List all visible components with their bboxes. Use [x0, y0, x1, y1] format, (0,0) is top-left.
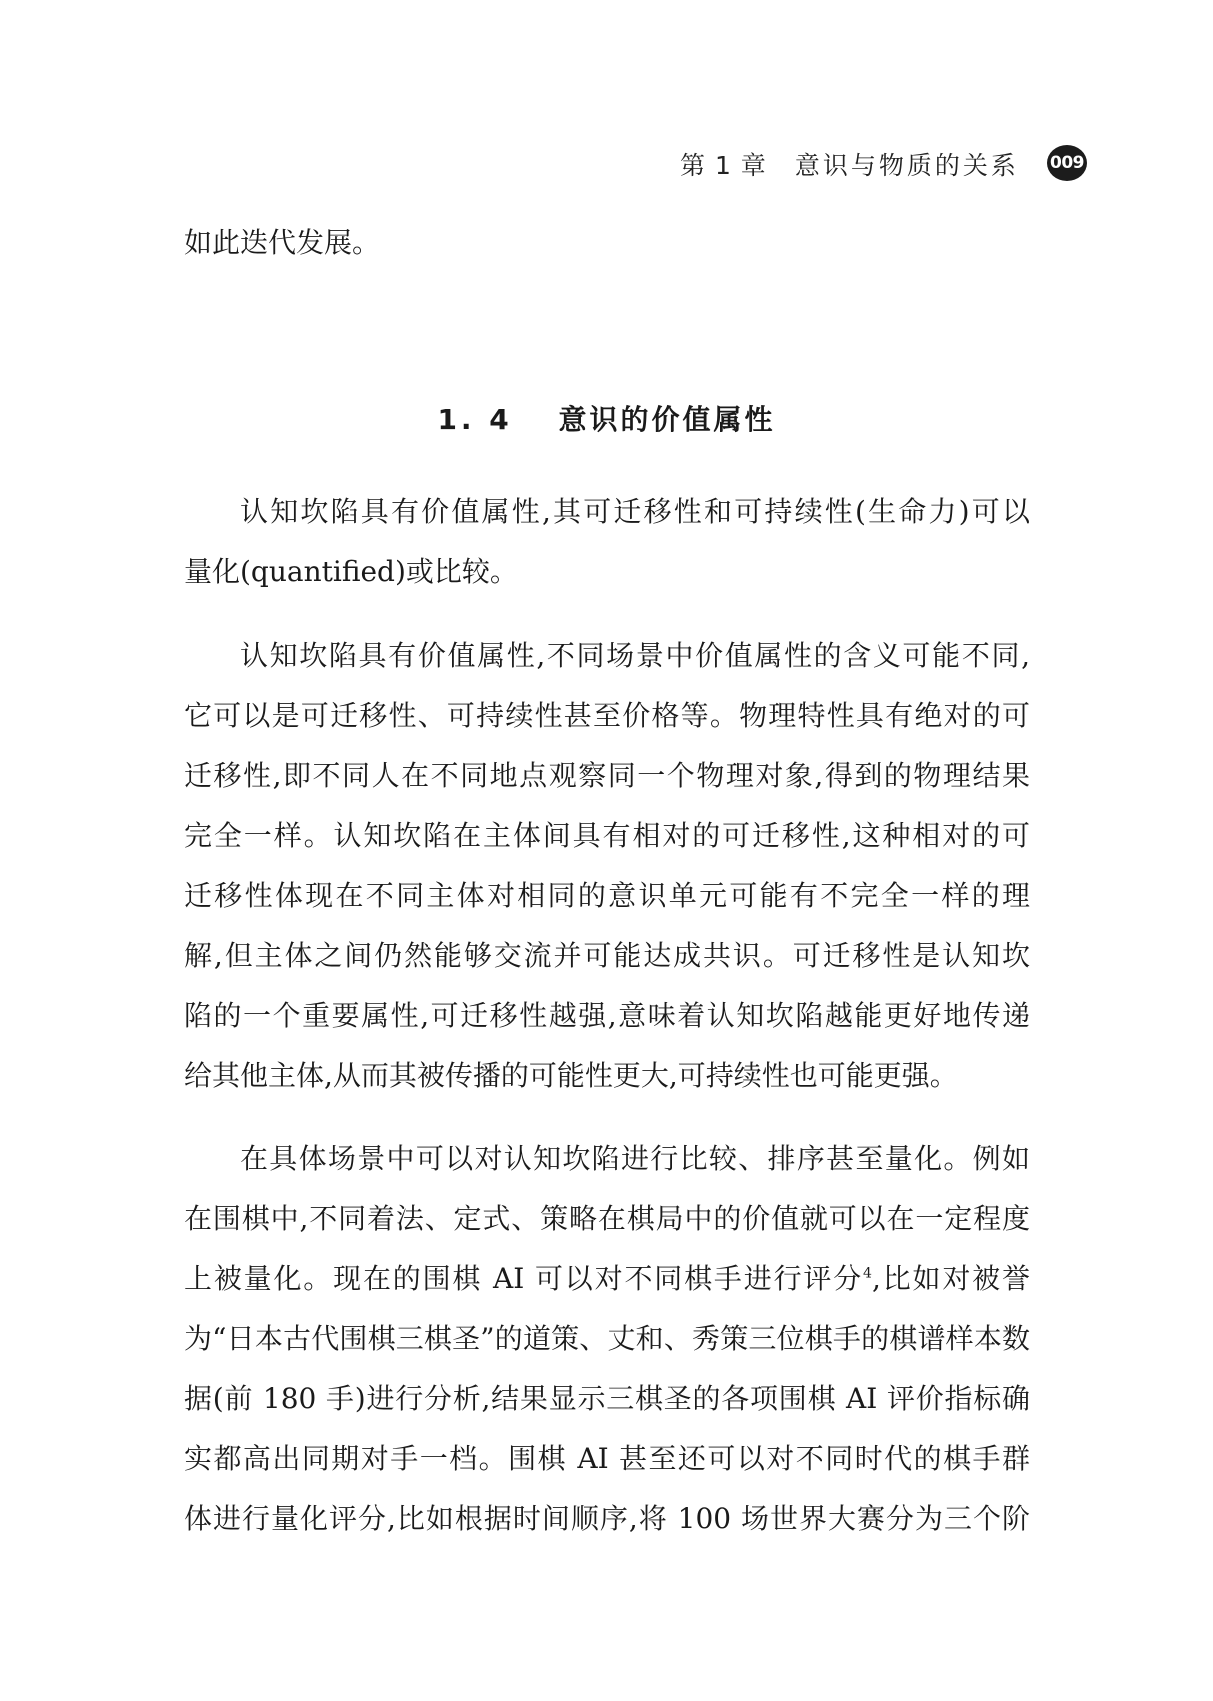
- text-line: 给其他主体,从而其被传播的可能性更大,可持续性也可能更强。: [184, 1059, 958, 1092]
- footnote-marker: 4: [863, 1265, 872, 1282]
- running-head: [680, 142, 1019, 186]
- paragraph-1: [184, 482, 1030, 602]
- text-line: 据(前 180 手)进行分析,结果显示三棋圣的各项围棋 AI 评价指标确: [184, 1382, 1030, 1415]
- text-line: 如此迭代发展。: [184, 226, 381, 259]
- text-line: 它可以是可迁移性、可持续性甚至价格等。物理特性具有绝对的可: [184, 699, 1030, 732]
- text-line-with-footnote: [184, 1249, 1030, 1309]
- text-line: 迁移性,即不同人在不同地点观察同一个物理对象,得到的物理结果: [184, 759, 1030, 792]
- section-heading: [0, 395, 1213, 445]
- text-line: 在围棋中,不同着法、定式、策略在棋局中的价值就可以在一定程度: [184, 1202, 1030, 1235]
- text-line: 为“日本古代围棋三棋圣”的道策、丈和、秀策三位棋手的棋谱样本数: [184, 1322, 1030, 1355]
- text-line: 体进行量化评分,比如根据时间顺序,将 100 场世界大赛分为三个阶: [184, 1502, 1030, 1535]
- text-line: 迁移性体现在不同主体对相同的意识单元可能有不完全一样的理: [184, 879, 1030, 912]
- text-line: 陷的一个重要属性,可迁移性越强,意味着认知坎陷越能更好地传递: [184, 999, 1030, 1032]
- text-segment: ,比如对被誉: [871, 1262, 1030, 1295]
- text-line: 在具体场景中可以对认知坎陷进行比较、排序甚至量化。例如: [240, 1142, 1030, 1175]
- text-line: 认知坎陷具有价值属性,不同场景中价值属性的含义可能不同,: [240, 639, 1030, 672]
- section-number: 1. 4: [437, 403, 513, 436]
- paragraph-2: [184, 626, 1030, 1106]
- continuation-paragraph: [184, 213, 1030, 273]
- text-line: 解,但主体之间仍然能够交流并可能达成共识。可迁移性是认知坎: [184, 939, 1030, 972]
- text-line: 完全一样。认知坎陷在主体间具有相对的可迁移性,这种相对的可: [184, 819, 1030, 852]
- text-line: 认知坎陷具有价值属性,其可迁移性和可持续性(生命力)可以: [240, 495, 1030, 528]
- chapter-title: 意识与物质的关系: [794, 151, 1019, 180]
- text-segment: 上被量化。现在的围棋 AI 可以对不同棋手进行评分: [184, 1262, 864, 1295]
- text-line: 量化(quantified)或比较。: [184, 555, 518, 588]
- paragraph-3: [184, 1129, 1030, 1549]
- section-title: 意识的价值属性: [558, 403, 776, 436]
- text-line: 实都高出同期对手一档。围棋 AI 甚至还可以对不同时代的棋手群: [184, 1442, 1030, 1475]
- chapter-number: 第 1 章: [680, 151, 767, 180]
- page-number-badge: 009: [1047, 145, 1087, 181]
